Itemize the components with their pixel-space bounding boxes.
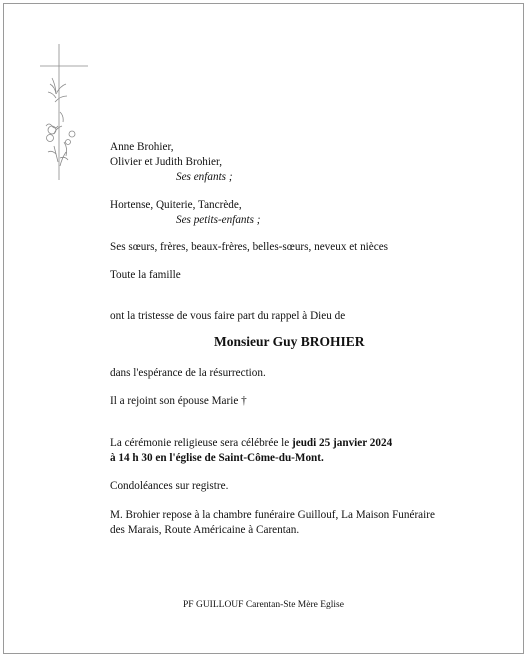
hope-line: dans l'espérance de la résurrection.: [110, 367, 266, 379]
condolences-line: Condoléances sur registre.: [110, 480, 229, 492]
ceremony-date: jeudi 25 janvier 2024: [292, 437, 393, 449]
family-line-2: Olivier et Judith Brohier,: [110, 156, 223, 168]
family-line-1: Anne Brohier,: [110, 141, 174, 153]
ceremony-time-place: à 14 h 30 en l'église de Saint-Côme-du-Mont.: [110, 452, 324, 464]
grandchildren-names: Hortense, Quiterie, Tancrède,: [110, 199, 242, 211]
spouse-line: Il a rejoint son épouse Marie †: [110, 395, 247, 407]
grandchildren-role: Ses petits-enfants ;: [176, 214, 261, 226]
cross-with-flowers-icon: [38, 42, 90, 182]
all-family-line: Toute la famille: [110, 269, 181, 281]
announcement-intro: ont la tristesse de vous faire part du rappel à Dieu de: [110, 310, 346, 322]
obituary-page: [3, 3, 524, 654]
siblings-line: Ses sœurs, frères, beaux-frères, belles-sœurs, neveux et nièces: [110, 241, 389, 253]
funeral-home-footer: PF GUILLOUF Carentan-Ste Mère Eglise: [183, 600, 344, 610]
rest-place-line-1: M. Brohier repose à la chambre funéraire Guillouf, La Maison Funéraire: [110, 509, 435, 521]
children-role: Ses enfants ;: [176, 171, 233, 183]
ceremony-text: La cérémonie religieuse sera célébrée le: [110, 437, 292, 449]
rest-place-line-2: des Marais, Route Américaine à Carentan.: [110, 524, 300, 536]
ceremony-line-1: [110, 436, 392, 450]
deceased-name: Monsieur Guy BROHIER: [214, 334, 365, 349]
